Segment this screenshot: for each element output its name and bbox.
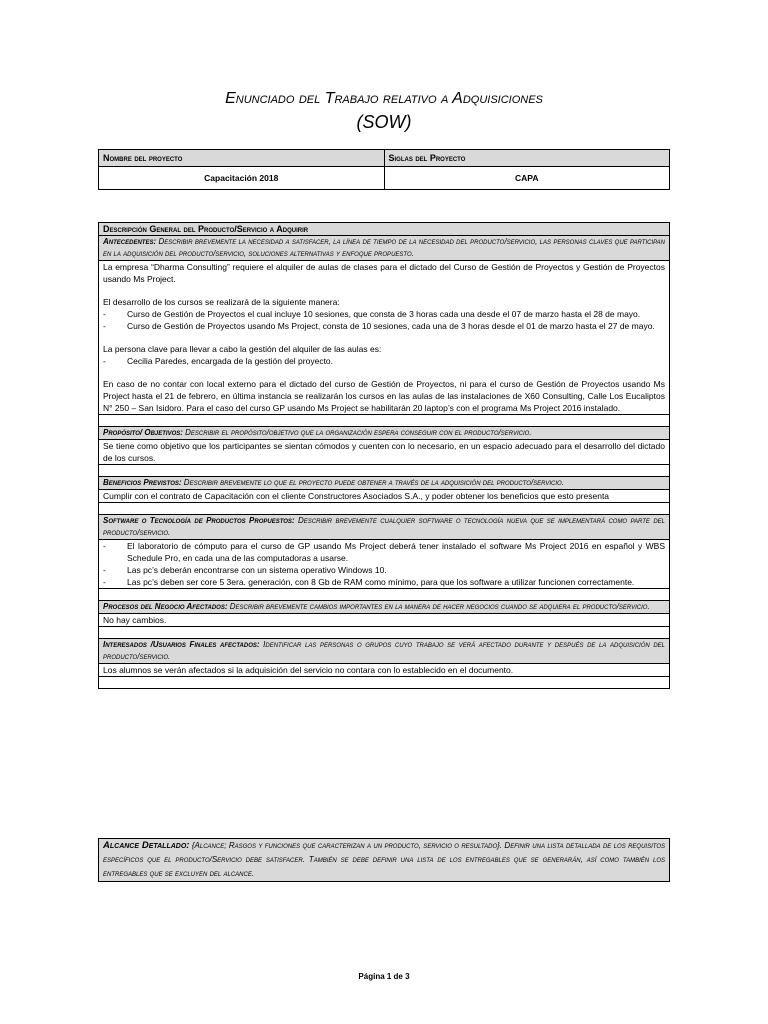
- proposito-prompt: Propósito/ Objetivos: Describir el propósito/objetivo que la organización espera conseguir con el producto/servicio.: [99, 427, 670, 440]
- procesos-prompt: Procesos del Negocio Afectados: Describir brevemente cambios importantes en la manera de hacer negocios cuando se adquiera el producto/servicio.: [99, 601, 670, 614]
- software-body: [99, 540, 670, 589]
- procesos-body: No hay cambios.: [99, 614, 670, 627]
- alcance-table: [98, 838, 670, 882]
- interesados-prompt: Interesados /Usuarios Finales afectados: Identificar las personas o grupos cuyo trabajo se verá afectado durante y después de la adquisición del producto/servicio.: [99, 639, 670, 664]
- list-item: - Las pc’s deben ser core 5 3era. generación, con 8 Gb de RAM como mínimo, para que los software a utilizar funcionen correctamente.: [103, 576, 665, 588]
- list-item: - Las pc’s deberán encontrarse con un sistema operativo Windows 10.: [103, 564, 665, 576]
- antecedentes-prompt: Antecedentes: Describir brevemente la necesidad a satisfacer, la línea de tiempo de la necesidad del producto/servicio, las personas claves que participan en la adquisición del producto/servicio, soluciones alternativas y enfoque propuesto.: [99, 236, 670, 261]
- proposito-body: Se tiene como objetivo que los participantes se sientan cómodos y cuenten con lo necesario, en un espacio adecuado para el desarrollo del dictado de los cursos.: [99, 440, 670, 465]
- description-header: Descripción General del Producto/Servicio a Adquirir: [99, 223, 670, 236]
- sow-table: [98, 222, 670, 689]
- interesados-body: Los alumnos se verán afectados si la adquisición del servicio no contara con lo establecido en el documento.: [99, 664, 670, 677]
- software-prompt: Software o Tecnología de Productos Propuestos: Describir brevemente cualquier software o tecnología nueva que se implementará como parte del producto/servicio.: [99, 515, 670, 540]
- list-item: - Curso de Gestión de Proyectos usando Ms Project, consta de 10 sesiones, cada una de 3 horas desde el 01 de marzo hasta el 27 de mayo.: [103, 320, 665, 332]
- project-acronym-header: Siglas del Proyecto: [384, 150, 670, 167]
- antecedentes-body: La empresa “Dharma Consulting” requiere el alquiler de aulas de clases para el dictado del Curso de Gestión de Proyectos y Gestión de Proyectos usando Ms Project. El desarrollo de los cursos se realizará de la siguiente manera: - Curso de Gestión de Proyectos el cual incluye 10 sesiones, que consta de 3 horas cada una desde el 07 de marzo hasta el 28 de mayo. - Curso de Gestión de Proyectos usando Ms Project, consta de 10 sesiones, cada una de 3 horas desde el 01 de marzo hasta el 27 de mayo. La persona clave para llevar a cabo la gestión del alquiler de las aulas es: - Cecilia Paredes, encargada de la gestión del proyecto. En caso de no contar con local externo para el dictado del curso de Gestión de Proyectos, ni para el curso de Gestión de Proyectos usando Ms Project hasta el 21 de febrero, en última instancia se realizarán los cursos en las aulas de las instalaciones de X60 Consulting, Calle Los Eucaliptos N° 250 – San Isidoro. Para el caso del curso GP usando Ms Project se habilitarán 20 laptop’s con el programa Ms Project 2016 instalado.: [99, 261, 670, 415]
- project-table: [98, 149, 670, 190]
- list-item: - Curso de Gestión de Proyectos el cual incluye 10 sesiones, que consta de 3 horas cada una desde el 07 de marzo hasta el 28 de mayo.: [103, 308, 665, 320]
- document-subtitle: (SOW): [356, 112, 412, 132]
- project-name-value: Capacitación 2018: [99, 167, 385, 190]
- list-item: - Cecilia Paredes, encargada de la gestión del proyecto.: [103, 355, 665, 367]
- list-item: - El laboratorio de cómputo para el curso de GP usando Ms Project deberá tener instalado el software Ms Project 2016 en español y WBS Schedule Pro, en cada una de las computadoras a usarse.: [103, 540, 665, 564]
- project-name-header: Nombre del proyecto: [99, 150, 385, 167]
- beneficios-prompt: Beneficios Previstos: Describir brevemente lo que el proyecto puede obtener a través de la adquisición del producto/servicio.: [99, 477, 670, 490]
- project-acronym-value: CAPA: [384, 167, 670, 190]
- beneficios-body: Cumplir con el contrato de Capacitación con el cliente Constructores Asociados S.A., y poder obtener los beneficios que esto presenta: [99, 490, 670, 503]
- document-title: Enunciado del Trabajo relativo a Adquisiciones: [225, 90, 543, 107]
- alcance-prompt: Alcance Detallado: {Alcance; Rasgos y funciones que caracterizan a un producto, servicio o resultado}. Definir una lista detallada de los requisitos específicos que el producto/Servicio debe satisfacer. También se debe definir una lista de los entregables que se generarán, así como también los entregables que se excluyen del alcance.: [99, 839, 670, 882]
- page-number: Página 1 de 3: [358, 972, 410, 981]
